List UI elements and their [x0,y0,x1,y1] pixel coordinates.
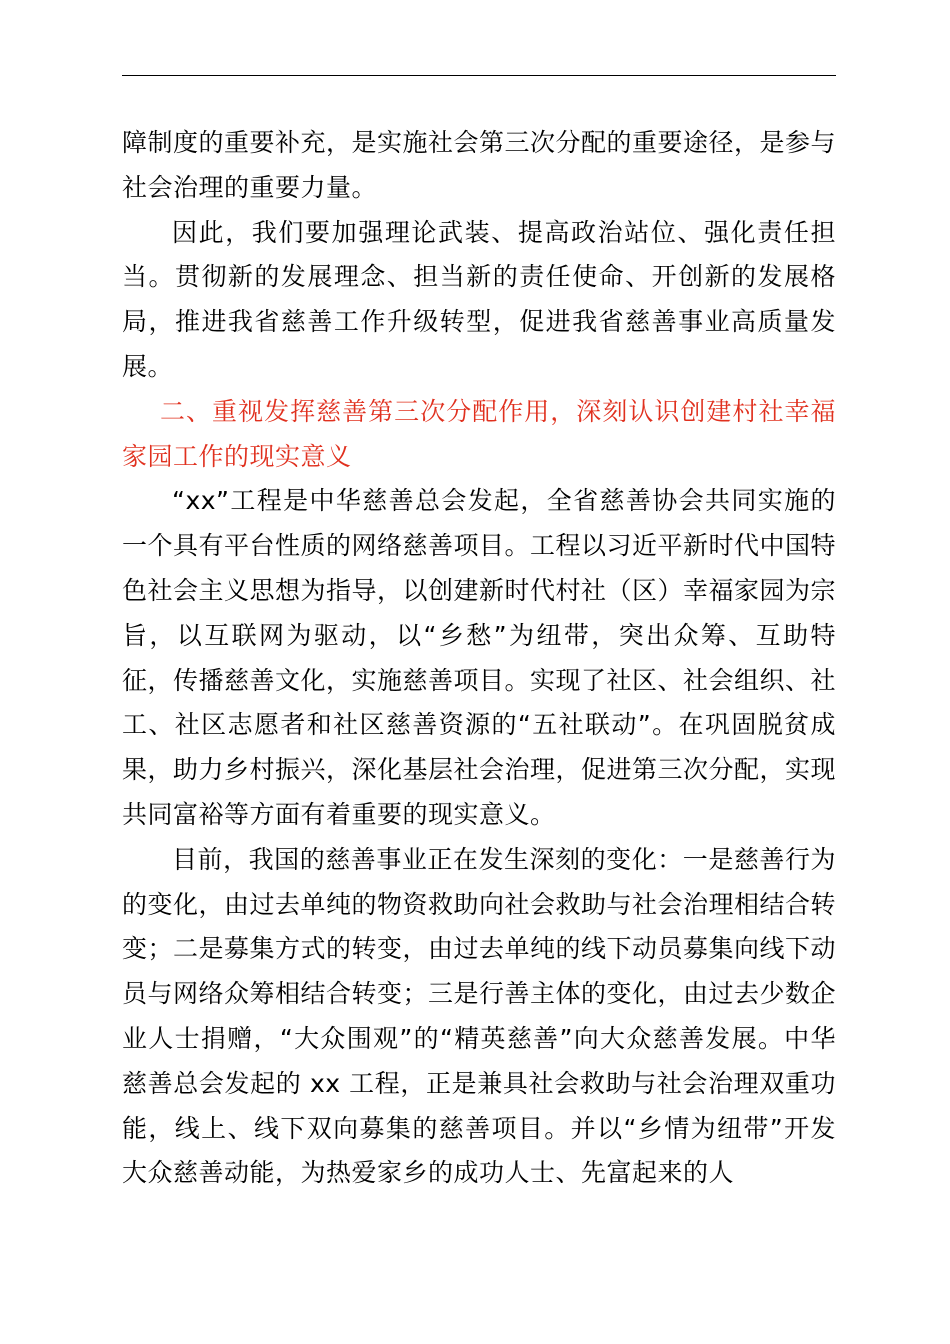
paragraph-4: 目前，我国的慈善事业正在发生深刻的变化：一是慈善行为的变化，由过去单纯的物资救助向社会救助与社会治理相结合转变；二是募集方式的转变，由过去单纯的线下动员募集向线下动员与网络众筹相结合转变；三是行善主体的变化，由过去少数企业人士捐赠，“大众围观”的“精英慈善”向大众慈善发展。中华慈善总会发起的 xx 工程，正是兼具社会救助与社会治理双重功能，线上、线下双向募集的慈善项目。并以“乡情为纽带”开发大众慈善动能，为热爱家乡的成功人士、先富起来的人 [122,844,837,1188]
section-heading: 二、重视发挥慈善第三次分配作用，深刻认识创建村社幸福家园工作的现实意义 [122,396,836,471]
header-rule [122,75,836,76]
paragraph-3: “xx”工程是中华慈善总会发起，全省慈善协会共同实施的一个具有平台性质的网络慈善项目。工程以习近平新时代中国特色社会主义思想为指导，以创建新时代村社（区）幸福家园为宗旨，以互联网为驱动，以“乡愁”为纽带，突出众筹、互助特征，传播慈善文化，实施慈善项目。实现了社区、社会组织、社工、社区志愿者和社区慈善资源的“五社联动”。在巩固脱贫成果，助力乡村振兴，深化基层社会治理，促进第三次分配，实现共同富裕等方面有着重要的现实意义。 [122,486,837,829]
document-body [122,121,836,1196]
paragraph-1: 障制度的重要补充，是实施社会第三次分配的重要途径，是参与社会治理的重要力量。 [122,128,837,202]
paragraph-2: 因此，我们要加强理论武装、提高政治站位、强化责任担当。贯彻新的发展理念、担当新的责任使命、开创新的发展格局，推进我省慈善工作升级转型，促进我省慈善事业高质量发展。 [122,217,836,381]
